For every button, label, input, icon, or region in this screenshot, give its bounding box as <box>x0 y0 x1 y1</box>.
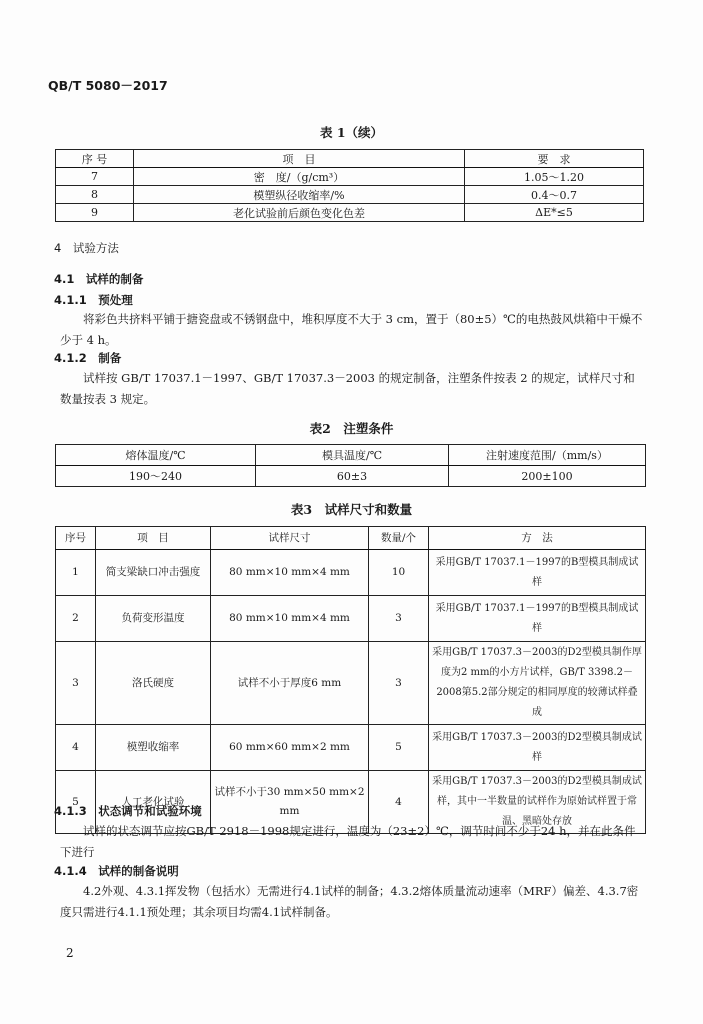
column-header: 序 号 <box>56 150 134 168</box>
table3-caption: 表3 试样尺寸和数量 <box>290 502 413 517</box>
table-cell: ΔE*≤5 <box>465 204 644 222</box>
table-cell: 9 <box>56 204 134 222</box>
section-4-1-3-text: 试样的状态调节应按GB/T 2918－1998规定进行，温度为（23±2）℃，调节时间不少于24 h，并在此条件下进行 <box>60 824 636 859</box>
table2-caption: 表2 注塑条件 <box>309 421 394 436</box>
table-cell: 5 <box>56 771 96 834</box>
table-cell: 0.4～0.7 <box>465 186 644 204</box>
table-cell: 3 <box>56 642 96 725</box>
table2 <box>55 444 646 487</box>
section-4-1-2-heading: 4.1.2 制备 <box>54 351 122 365</box>
table-cell: 洛氏硬度 <box>96 642 211 725</box>
table-cell: 2 <box>56 596 96 642</box>
column-header: 数量/个 <box>369 527 429 550</box>
table-cell: 200±100 <box>449 466 646 487</box>
table-cell: 5 <box>369 725 429 771</box>
table-cell: 1.05～1.20 <box>465 168 644 186</box>
table-row <box>56 466 646 487</box>
column-header: 要 求 <box>465 150 644 168</box>
section-4-1-4-text: 4.2外观、4.3.1挥发物（包括水）无需进行4.1试样的制备；4.3.2熔体质量流动速率（MRF）偏差、4.3.7密度只需进行4.1.1预处理；其余项目均需4.1试样制备。 <box>60 884 639 919</box>
table-cell: 模塑收缩率 <box>96 725 211 771</box>
column-header: 模具温度/℃ <box>256 445 449 466</box>
table-cell: 3 <box>369 596 429 642</box>
table-cell: 采用GB/T 17037.3－2003的D2型模具制作厚度为2 mm的小方片试样，GB/T 3398.2－2008第5.2部分规定的相同厚度的较薄试样叠成 <box>429 642 646 725</box>
page-number: 2 <box>66 946 74 960</box>
table-row <box>56 642 646 725</box>
column-header: 项 目 <box>134 150 465 168</box>
table-cell: 8 <box>56 186 134 204</box>
table-header-row <box>56 445 646 466</box>
section-4-1-3-heading: 4.1.3 状态调节和试验环境 <box>54 804 202 818</box>
column-header: 注射速度范围/（mm/s） <box>449 445 646 466</box>
table-cell: 1 <box>56 550 96 596</box>
table-cell: 采用GB/T 17037.1－1997的B型模具制成试样 <box>429 550 646 596</box>
table-row <box>56 168 644 186</box>
table-cell: 采用GB/T 17037.3－2003的D2型模具制成试样 <box>429 725 646 771</box>
table-header-row <box>56 527 646 550</box>
table-cell: 80 mm×10 mm×4 mm <box>211 550 369 596</box>
section-4-1-4-heading: 4.1.4 试样的制备说明 <box>54 864 179 878</box>
table-cell: 190～240 <box>56 466 256 487</box>
table-header-row <box>56 150 644 168</box>
table-row <box>56 725 646 771</box>
table-cell: 4 <box>56 725 96 771</box>
table-cell: 密 度/（g/cm³） <box>134 168 465 186</box>
table-cell: 简支梁缺口冲击强度 <box>96 550 211 596</box>
table-row <box>56 596 646 642</box>
column-header: 方 法 <box>429 527 646 550</box>
table-cell: 试样不小于厚度6 mm <box>211 642 369 725</box>
table-cell: 采用GB/T 17037.1－1997的B型模具制成试样 <box>429 596 646 642</box>
column-header: 序号 <box>56 527 96 550</box>
table-cell: 60 mm×60 mm×2 mm <box>211 725 369 771</box>
column-header: 试样尺寸 <box>211 527 369 550</box>
table-cell: 4 <box>369 771 429 834</box>
table-cell: 10 <box>369 550 429 596</box>
table1-caption: 表 1（续） <box>319 125 384 140</box>
column-header: 项 目 <box>96 527 211 550</box>
table-cell: 7 <box>56 168 134 186</box>
table-row <box>56 204 644 222</box>
table-cell: 60±3 <box>256 466 449 487</box>
section-4-1-1-text: 将彩色共挤料平铺于搪瓷盘或不锈钢盘中，堆积厚度不大于 3 cm，置于（80±5）℃的电热鼓风烘箱中干燥不少于 4 h。 <box>60 312 643 347</box>
table-cell: 人工老化试验 <box>96 771 211 834</box>
section-4-1-2-text: 试样按 GB/T 17037.1－1997、GB/T 17037.3－2003 的规定制备，注塑条件按表 2 的规定，试样尺寸和数量按表 3 规定。 <box>60 371 635 406</box>
table-cell: 采用GB/T 17037.3－2003的D2型模具制成试样，其中一半数量的试样作为原始试样置于常温、黑暗处存放 <box>429 771 646 834</box>
table-cell: 试样不小于30 mm×50 mm×2 mm <box>211 771 369 834</box>
table-cell: 模塑纵径收缩率/% <box>134 186 465 204</box>
table-cell: 老化试验前后颜色变化色差 <box>134 204 465 222</box>
table-cell: 80 mm×10 mm×4 mm <box>211 596 369 642</box>
standard-code: QB/T 5080－2017 <box>48 78 168 93</box>
table-row <box>56 186 644 204</box>
table-cell: 3 <box>369 642 429 725</box>
column-header: 熔体温度/℃ <box>56 445 256 466</box>
section-4-1-1-heading: 4.1.1 预处理 <box>54 293 133 307</box>
table-row <box>56 550 646 596</box>
section-4-heading: 4 试验方法 <box>54 241 119 255</box>
table3 <box>55 526 646 834</box>
section-4-1-heading: 4.1 试样的制备 <box>54 272 144 286</box>
table1 <box>55 149 644 222</box>
table-cell: 负荷变形温度 <box>96 596 211 642</box>
